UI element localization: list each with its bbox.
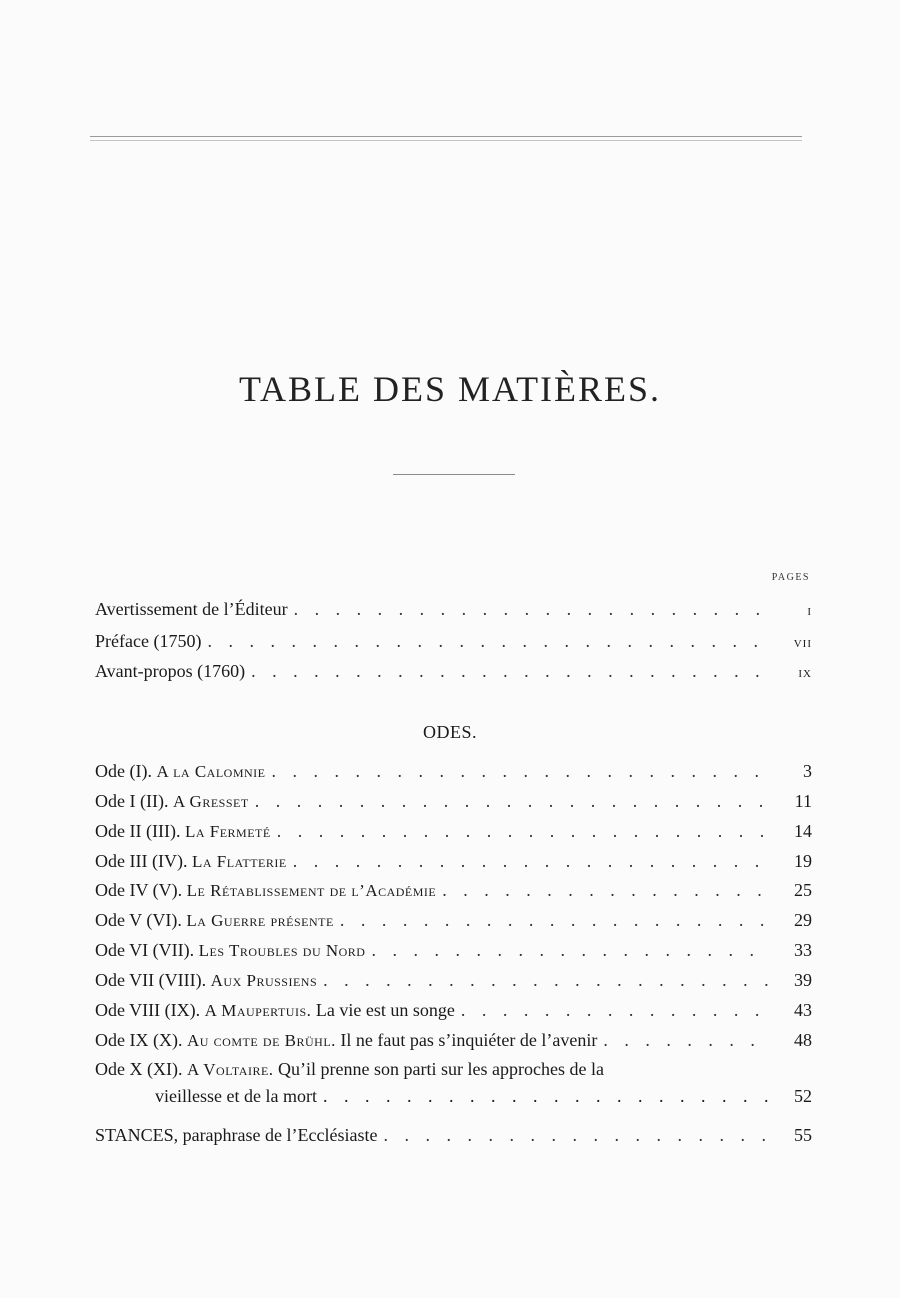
toc-entry-ode-x-line1[interactable] [95, 1058, 768, 1081]
section-heading-odes: ODES. [422, 722, 477, 742]
toc-entry-page: 3 [803, 761, 812, 781]
toc-entry-label: Avant-propos (1760) [95, 661, 246, 681]
title-rule [393, 474, 515, 475]
toc-entry-label: Ode X (XI). A Voltaire. Qu’il prenne son parti sur les approches de la [95, 1059, 604, 1079]
toc-entry-label: Avertissement de l’Éditeur [95, 599, 288, 619]
toc-entry-ode[interactable] [95, 909, 812, 932]
toc-entry-preface[interactable] [95, 630, 812, 655]
toc-entry-page: 29 [794, 910, 812, 930]
toc-entry-label: Ode VII (VIII). Aux Prussiens [95, 970, 318, 990]
leader-dots [323, 1085, 768, 1107]
toc-entry-avertissement[interactable] [95, 598, 812, 623]
toc-entry-page: 19 [794, 851, 812, 871]
toc-entry-page: IX [798, 668, 812, 680]
toc-entry-page: 52 [794, 1086, 812, 1106]
toc-entry-label: Préface (1750) [95, 631, 202, 651]
toc-entry-label: STANCES, paraphrase de l’Ecclésiaste [95, 1125, 378, 1145]
toc-entry-page: VII [793, 638, 812, 650]
toc-entry-page: 48 [794, 1030, 812, 1050]
toc-entry-ode[interactable] [95, 820, 812, 843]
page-title: TABLE DES MATIÈRES. [238, 369, 662, 409]
leader-dots [251, 660, 768, 682]
toc-entry-label: Ode I (II). A Gresset [95, 791, 249, 811]
toc-entry-label: Ode VIII (IX). A Maupertuis. La vie est un songe [95, 1000, 455, 1020]
toc-entry-ode[interactable] [95, 999, 812, 1022]
toc-entry-ode[interactable] [95, 939, 812, 962]
toc-entry-page: 55 [794, 1125, 812, 1145]
toc-entry-page: 39 [794, 970, 812, 990]
toc-entry-label: Ode III (IV). La Flatterie [95, 851, 287, 871]
leader-dots [461, 999, 768, 1021]
toc-entry-avant-propos[interactable] [95, 660, 812, 685]
toc-entry-ode[interactable] [95, 790, 812, 813]
toc-entry-page: 14 [794, 821, 812, 841]
toc-entry-ode[interactable] [95, 969, 812, 992]
toc-entry-ode-x-line2[interactable] [155, 1085, 812, 1107]
toc-entry-stances[interactable] [95, 1124, 812, 1146]
toc-entry-page: I [807, 606, 812, 618]
leader-dots [277, 820, 768, 842]
leader-dots [383, 1124, 768, 1146]
toc-entry-page: 11 [794, 791, 812, 811]
toc-entry-ode[interactable] [95, 879, 812, 902]
toc-entry-page: 25 [794, 880, 812, 900]
toc-entry-label: Ode IV (V). Le Rétablissement de l’Académie [95, 880, 437, 900]
toc-entry-continuation: vieillesse et de la mort [155, 1086, 317, 1106]
leader-dots [442, 879, 768, 901]
pages-column-label: PAGES [771, 572, 810, 583]
leader-dots [371, 939, 768, 961]
toc-entry-page: 33 [794, 940, 812, 960]
toc-entry-ode[interactable] [95, 850, 812, 873]
toc-entry-page: 43 [794, 1000, 812, 1020]
toc-entry-label: Ode IX (X). Au comte de Brühl. Il ne faut pas s’inquiéter de l’avenir [95, 1030, 598, 1050]
leader-dots [323, 969, 768, 991]
leader-dots [603, 1029, 768, 1051]
leader-dots [340, 909, 768, 931]
toc-entry-label: Ode V (VI). La Guerre présente [95, 910, 334, 930]
toc-entry-ode[interactable] [95, 1029, 812, 1052]
leader-dots [255, 790, 768, 812]
leader-dots [294, 598, 768, 620]
toc-entry-label: Ode (I). A la Calomnie [95, 761, 266, 781]
leader-dots [207, 630, 768, 652]
top-rule [90, 136, 802, 141]
toc-entry-label: Ode II (III). La Fermeté [95, 821, 271, 841]
toc-entry-label: Ode VI (VII). Les Troubles du Nord [95, 940, 366, 960]
leader-dots [293, 850, 768, 872]
leader-dots [271, 760, 768, 782]
toc-entry-ode[interactable] [95, 760, 812, 783]
